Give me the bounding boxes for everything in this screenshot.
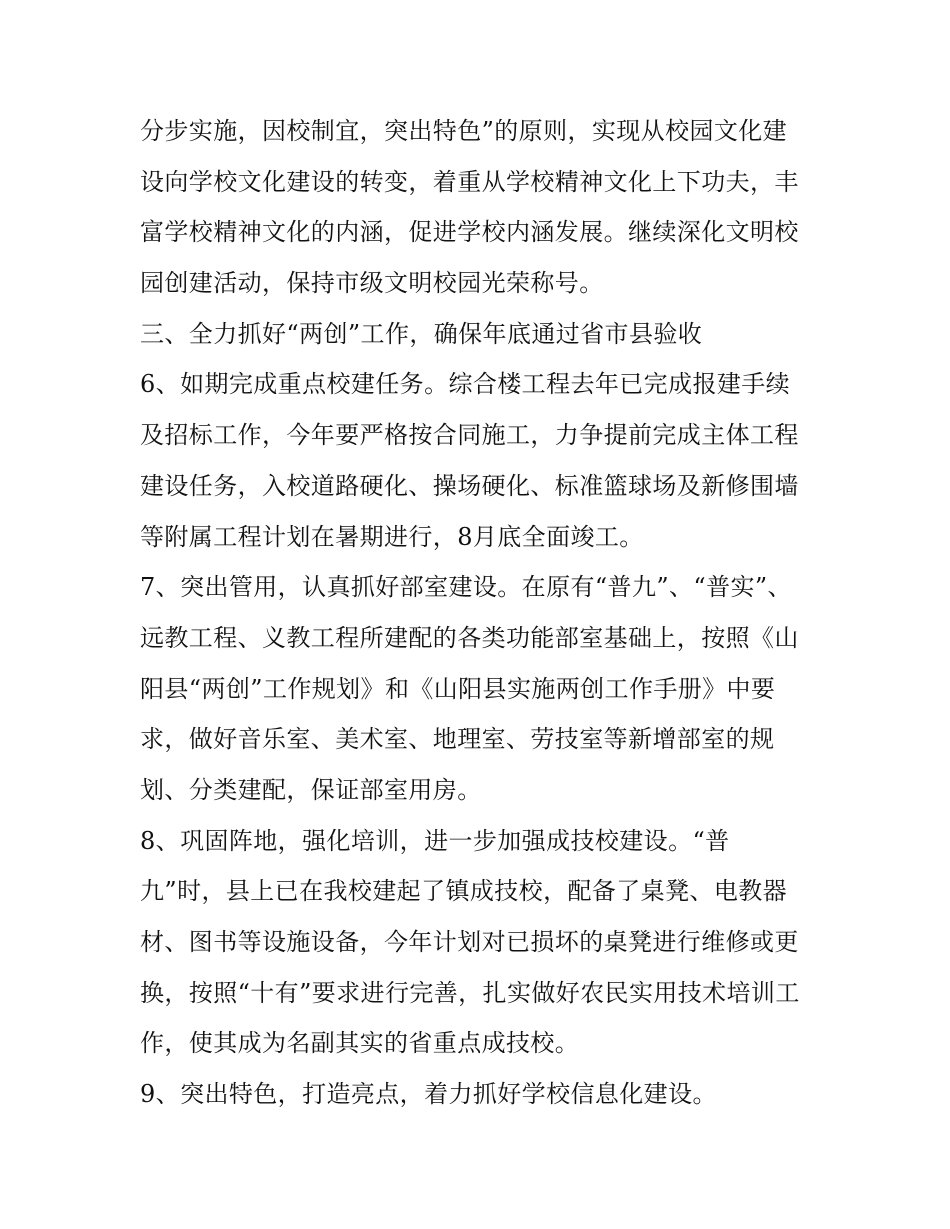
document-body <box>140 106 820 1120</box>
text-line-20: 9、突出特色，打造亮点，着力抓好学校信息化建设。 <box>140 1080 717 1109</box>
text-line-18: 换，按照“十有”要求进行完善，扎实做好农民实用技术培训工 <box>140 978 800 1007</box>
text-line-9: 等附属工程计划在暑期进行，8月底全面竣工。 <box>140 522 644 551</box>
text-line-6: 6、如期完成重点校建任务。综合楼工程去年已完成报建手续 <box>140 370 791 399</box>
text-line-15: 8、巩固阵地，强化培训，进一步加强成技校建设。“普 <box>140 826 730 855</box>
text-line-4: 园创建活动，保持市级文明校园光荣称号。 <box>140 269 604 298</box>
text-line-8: 建设任务，入校道路硬化、操场硬化、标准篮球场及新修围墙 <box>140 471 799 500</box>
text-line-11: 远教工程、义教工程所建配的各类功能部室基础上，按照《山 <box>140 623 799 652</box>
text-line-2: 设向学校文化建设的转变，着重从学校精神文化上下功夫，丰 <box>140 167 799 196</box>
text-line-7: 及招标工作，今年要严格按合同施工，力争提前完成主体工程 <box>140 421 799 450</box>
text-line-12: 阳县“两创”工作规划》和《山阳县实施两创工作手册》中要 <box>140 674 776 703</box>
text-line-13: 求，做好音乐室、美术室、地理室、劳技室等新增部室的规 <box>140 725 775 754</box>
text-line-10: 7、突出管用，认真抓好部室建设。在原有“普九”、“普实”、 <box>140 573 792 602</box>
text-line-16: 九”时，县上已在我校建起了镇成技校，配备了桌凳、电教器 <box>140 877 788 906</box>
text-line-19: 作，使其成为名副其实的省重点成技校。 <box>140 1029 580 1058</box>
section-heading-3: 三、全力抓好“两创”工作，确保年底通过省市县验收 <box>140 319 703 348</box>
text-line-1: 分步实施，因校制宜，突出特色”的原则，实现从校园文化建 <box>140 117 788 145</box>
text-line-14: 划、分类建配，保证部室用房。 <box>140 775 482 804</box>
text-line-17: 材、图书等设施设备，今年计划对已损坏的桌凳进行维修或更 <box>140 928 799 956</box>
text-line-3: 富学校精神文化的内涵，促进学校内涵发展。继续深化文明校 <box>140 218 799 247</box>
